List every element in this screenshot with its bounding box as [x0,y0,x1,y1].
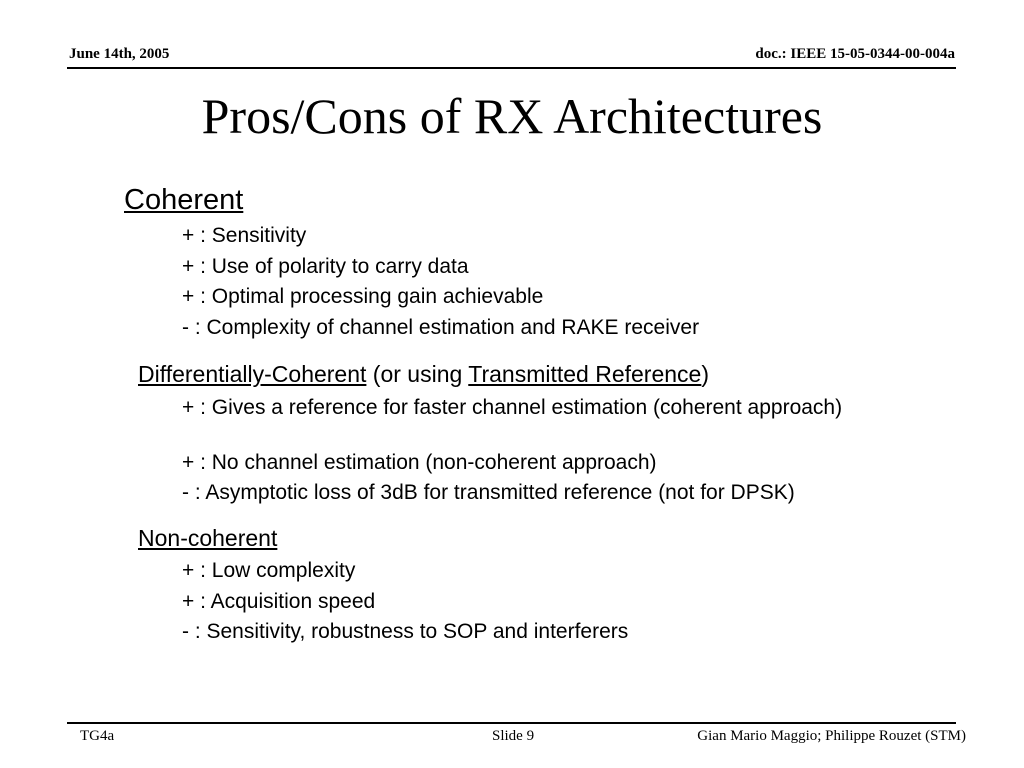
footer-divider [67,722,956,724]
differential-item-1: + : Gives a reference for faster channel estimation (coherent approach) [182,396,843,419]
coherent-item-1: + : Sensitivity [182,224,307,247]
differential-heading-close: ) [701,361,710,387]
differential-heading-term-2: Transmitted Reference [468,361,702,387]
header-date: June 14th, 2005 [69,46,170,62]
footer-authors: Gian Mario Maggio; Philippe Rouzet (STM) [697,728,966,744]
section-heading-differential [138,360,709,388]
slide-title: Pros/Cons of RX Architectures [201,88,823,144]
noncoherent-item-2: + : Acquisition speed [182,590,376,613]
section-heading-coherent: Coherent [124,184,244,216]
differential-item-2: + : No channel estimation (non-coherent approach) [182,451,657,474]
noncoherent-item-1: + : Low complexity [182,559,356,582]
noncoherent-item-3: - : Sensitivity, robustness to SOP and interferers [182,620,629,643]
header-doc-id: doc.: IEEE 15-05-0344-00-004a [755,46,955,62]
section-heading-noncoherent: Non-coherent [138,525,278,551]
coherent-item-2: + : Use of polarity to carry data [182,255,469,278]
differential-heading-term: Differentially-Coherent [138,361,367,387]
coherent-item-4: - : Complexity of channel estimation and RAKE receiver [182,316,700,339]
header-divider [67,67,956,69]
footer-slide-number: Slide 9 [492,728,535,744]
differential-heading-connector: (or using [366,361,469,387]
footer-group: TG4a [80,728,115,744]
differential-item-3: - : Asymptotic loss of 3dB for transmitted reference (not for DPSK) [182,481,795,504]
coherent-item-3: + : Optimal processing gain achievable [182,285,544,308]
